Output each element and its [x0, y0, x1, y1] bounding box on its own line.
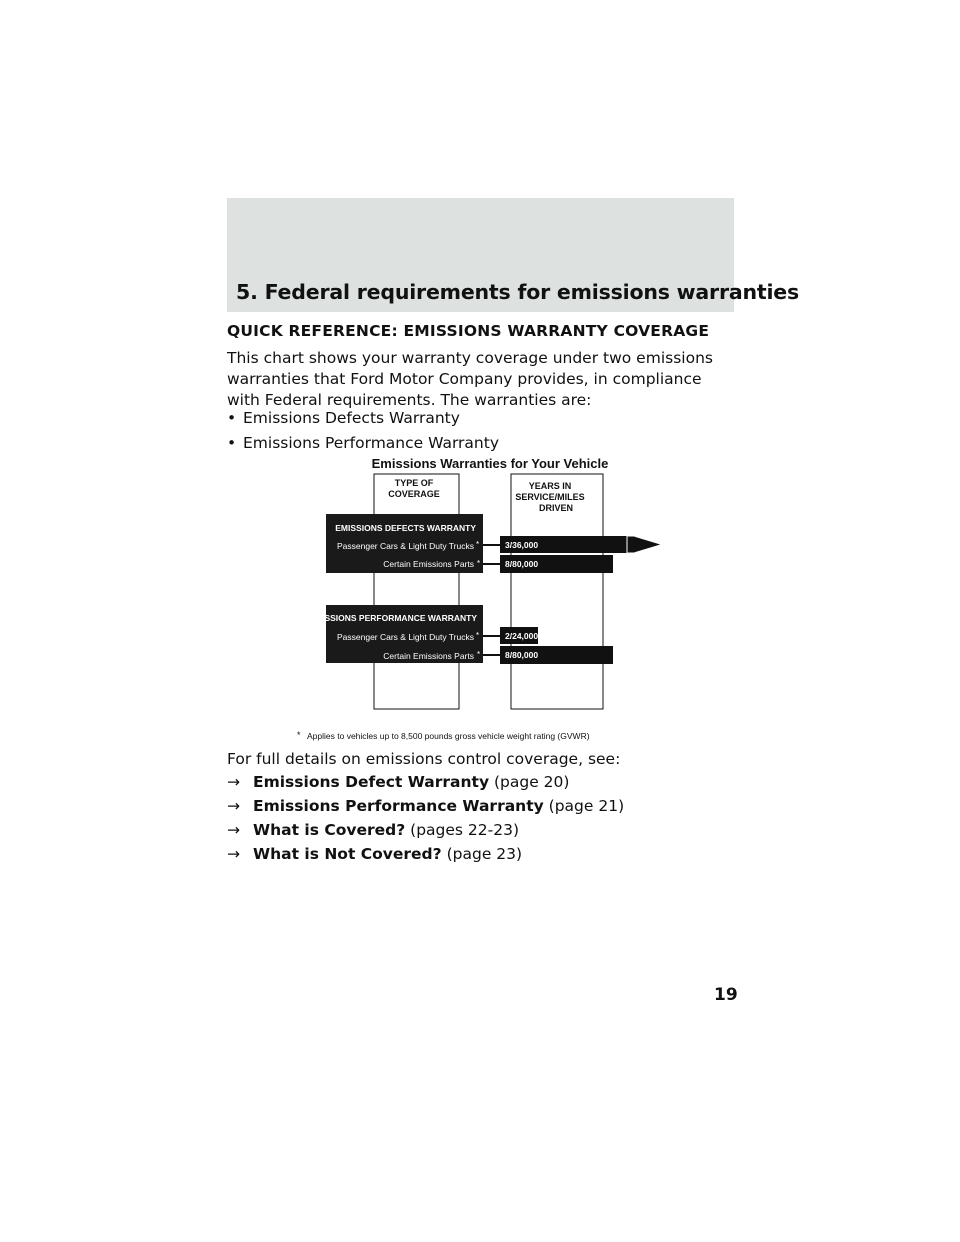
page-number: 19 [714, 985, 738, 1005]
quick-reference-heading: QUICK REFERENCE: EMISSIONS WARRANTY COVERAGE [227, 322, 710, 340]
defects-row2-value: 8/80,000 [505, 559, 539, 569]
defects-row1-label: Passenger Cars & Light Duty Trucks [336, 541, 474, 551]
arrow-right-icon: → [227, 845, 240, 863]
diagram-title: Emissions Warranties for Your Vehicle [371, 456, 609, 471]
defects-row2-label: Certain Emissions Parts [383, 559, 474, 569]
bullet-icon: • [227, 409, 237, 427]
arrow-right-icon: → [227, 821, 240, 839]
performance-row2-label: Certain Emissions Parts [383, 651, 474, 661]
link-page-ref: (page 20) [494, 773, 570, 791]
type-column-outline [374, 474, 459, 709]
footnote-text: Applies to vehicles up to 8,500 pounds gross vehicle weight rating (GVWR) [307, 731, 590, 741]
reference-link[interactable] [227, 844, 624, 868]
type-header-line2: COVERAGE [388, 489, 440, 499]
link-page-ref: (page 21) [548, 797, 625, 815]
list-item [227, 408, 499, 433]
performance-row2-value: 8/80,000 [505, 650, 539, 660]
performance-title: EMISSIONS PERFORMANCE WARRANTY [309, 613, 477, 623]
years-header-line1: YEARS IN [528, 481, 572, 491]
years-header-line3: DRIVEN [538, 503, 574, 513]
section-title: 5. Federal requirements for emissions warranties [236, 280, 800, 304]
arrow-right-icon: → [227, 797, 240, 815]
arrow-right-icon: → [227, 773, 240, 791]
years-header-line2: SERVICE/MILES [515, 492, 585, 502]
performance-row1-value: 2/24,000 [505, 631, 539, 641]
defects-row1-arrowhead [627, 536, 662, 553]
list-item-text: Emissions Defects Warranty [243, 409, 460, 427]
reference-link[interactable] [227, 772, 624, 796]
defects-row1-value: 3/36,000 [505, 540, 539, 550]
reference-link[interactable] [227, 796, 624, 820]
link-title[interactable]: Emissions Performance Warranty [253, 797, 544, 815]
reference-link[interactable] [227, 820, 624, 844]
defects-row1-asterisk: * [476, 540, 480, 549]
type-header-line1: TYPE OF [394, 478, 434, 488]
defects-title: EMISSIONS DEFECTS WARRANTY [335, 523, 476, 533]
performance-row2-asterisk: * [477, 650, 481, 659]
emissions-warranty-diagram [290, 450, 680, 750]
intro-paragraph: This chart shows your warranty coverage under two emissions warranties that Ford Motor Company provides, in compliance with Federal requirements. The warranties are: [227, 349, 713, 409]
performance-row1-asterisk: * [476, 631, 480, 640]
link-page-ref: (page 23) [446, 845, 523, 863]
link-title[interactable]: Emissions Defect Warranty [253, 773, 490, 791]
performance-row1-label: Passenger Cars & Light Duty Trucks [336, 632, 474, 642]
link-title[interactable]: What is Covered? [253, 821, 406, 839]
list-item-text: Emissions Performance Warranty [243, 434, 499, 452]
details-intro: For full details on emissions control coverage, see: [227, 750, 621, 768]
link-page-ref: (pages 22-23) [410, 821, 520, 839]
bullet-icon: • [227, 434, 237, 452]
link-title[interactable]: What is Not Covered? [253, 845, 442, 863]
defects-row2-asterisk: * [477, 559, 481, 568]
reference-links [227, 772, 624, 868]
footnote-asterisk: * [297, 730, 301, 740]
